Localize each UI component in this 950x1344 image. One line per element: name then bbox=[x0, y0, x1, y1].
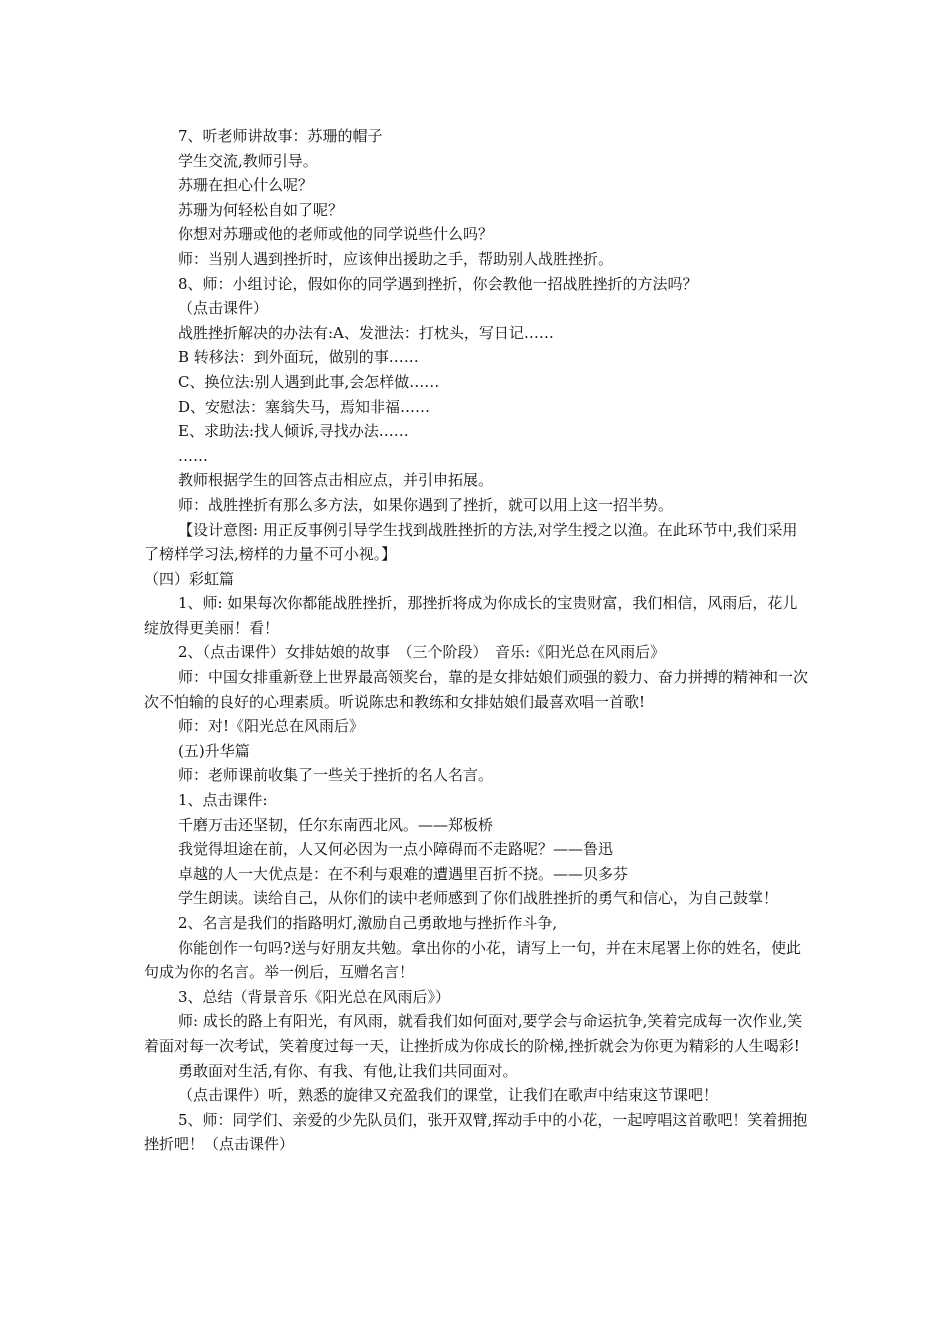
paragraph: 千磨万击还坚韧，任尔东南西北风。——郑板桥 bbox=[178, 815, 494, 834]
paragraph: (五)升华篇 bbox=[178, 741, 250, 760]
paragraph: 你能创作一句吗?送与好朋友共勉。拿出你的小花，请写上一句，并在末尾署上你的姓名，使此句成为你的名言。举一例后，互赠名言！ bbox=[144, 938, 802, 982]
paragraph: 【设计意图: 用正反事例引导学生找到战胜挫折的方法,对学生授之以渔。在此环节中,我们采用了榜样学习法,榜样的力量不可小视。】 bbox=[144, 520, 798, 564]
paragraph: 师：老师课前收集了一些关于挫折的名人名言。 bbox=[178, 766, 494, 785]
paragraph: （点击课件） bbox=[178, 299, 269, 318]
paragraph: 我觉得坦途在前，人又何必因为一点小障碍而不走路呢？——鲁迅 bbox=[178, 840, 614, 859]
paragraph: 战胜挫折解决的办法有:A、发泄法：打枕头，写日记…… bbox=[178, 323, 554, 342]
paragraph: …… bbox=[178, 446, 208, 465]
paragraph: 师: 成长的路上有阳光，有风雨，就看我们如何面对,要学会与命运抗争,笑着完成每一次作业,笑着面对每一次考试，笑着度过每一天，让挫折成为你成长的阶梯,挫折就会为你更为精彩的人生喝彩! bbox=[144, 1012, 803, 1055]
paragraph: 2、名言是我们的指路明灯,激励自己勇敢地与挫折作斗争, bbox=[178, 914, 558, 932]
paragraph: 师：当别人遇到挫折时，应该伸出援助之手，帮助别人战胜挫折。 bbox=[178, 249, 614, 268]
paragraph: 苏珊在担心什么呢？ bbox=[178, 176, 314, 195]
paragraph: 师：中国女排重新登上世界最高领奖台，靠的是女排姑娘们顽强的毅力、奋力拼搏的精神和一次次不怕输的良好的心理素质。听说陈忠和教练和女排姑娘们最喜欢唱一首歌! bbox=[144, 668, 809, 711]
paragraph: （点击课件）听，熟悉的旋律又充盈我们的课堂，让我们在歌声中结束这节课吧！ bbox=[178, 1086, 719, 1105]
paragraph: C、换位法:别人遇到此事,会怎样做…… bbox=[178, 372, 440, 391]
paragraph: 勇敢面对生活,有你、有我、有他,让我们共同面对。 bbox=[178, 1061, 518, 1080]
paragraph: 教师根据学生的回答点击相应点，并引申拓展。 bbox=[178, 471, 494, 490]
paragraph: E、求助法:找人倾诉,寻找办法…… bbox=[178, 422, 409, 441]
paragraph: D、安慰法：塞翁失马，焉知非福…… bbox=[178, 397, 431, 416]
paragraph: 2、（点击课件）女排姑娘的故事 （三个阶段） 音乐:《阳光总在风雨后》 bbox=[178, 643, 666, 662]
paragraph: （四）彩虹篇 bbox=[144, 569, 235, 588]
paragraph: 卓越的人一大优点是：在不利与艰难的遭遇里百折不挠。——贝多芬 bbox=[178, 864, 629, 883]
paragraph: 7、听老师讲故事：苏珊的帽子 bbox=[178, 127, 383, 145]
paragraph: B 转移法：到外面玩，做别的事…… bbox=[178, 348, 419, 367]
paragraph: 8、师：小组讨论，假如你的同学遇到挫折，你会教他一招战胜挫折的方法吗？ bbox=[178, 274, 698, 293]
paragraph: 学生交流,教师引导。 bbox=[178, 151, 318, 170]
paragraph: 学生朗读。读给自己，从你们的读中老师感到了你们战胜挫折的勇气和信心，为自己鼓掌！ bbox=[178, 889, 779, 908]
paragraph: 5、师：同学们、亲爱的少先队员们，张开双臂,挥动手中的小花，一起哼唱这首歌吧！笑着拥抱挫折吧！（点击课件） bbox=[144, 1110, 808, 1154]
paragraph: 3、总结（背景音乐《阳光总在风雨后》） bbox=[178, 987, 451, 1006]
paragraph: 1、点击课件: bbox=[178, 791, 268, 810]
paragraph: 苏珊为何轻松自如了呢？ bbox=[178, 200, 344, 219]
paragraph: 1、师: 如果每次你都能战胜挫折，那挫折将成为你成长的宝贵财富，我们相信，风雨后，花儿绽放得更美丽！看！ bbox=[144, 594, 798, 637]
paragraph: 师：战胜挫折有那么多方法，如果你遇到了挫折，就可以用上这一招半势。 bbox=[178, 495, 674, 514]
paragraph: 师：对!《阳光总在风雨后》 bbox=[178, 717, 365, 736]
paragraph: 你想对苏珊或他的老师或他的同学说些什么吗？ bbox=[178, 225, 494, 244]
document-body bbox=[144, 124, 812, 1157]
